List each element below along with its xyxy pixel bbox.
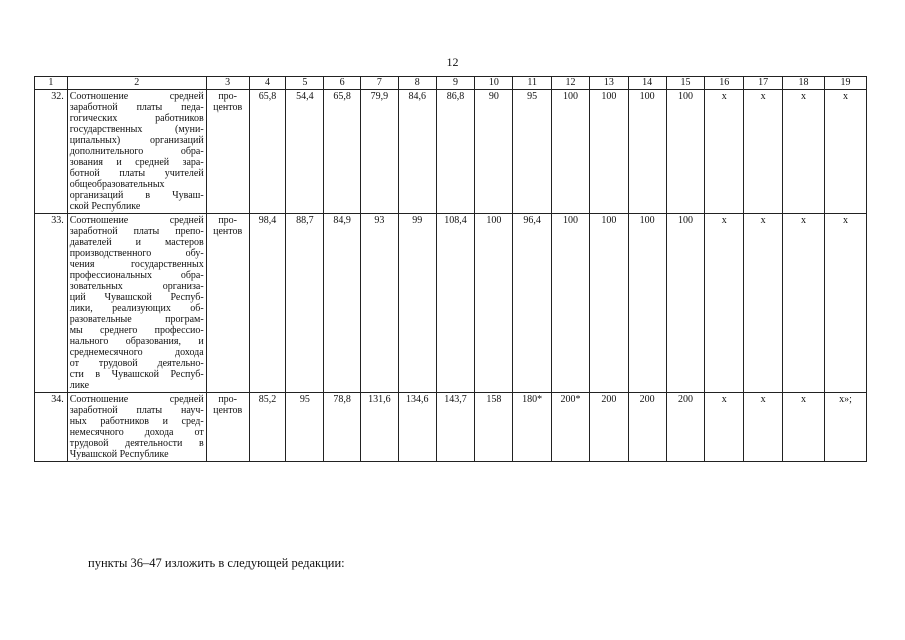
indicator-cell bbox=[67, 393, 206, 462]
value-cell: 200* bbox=[552, 393, 590, 462]
value-cell: 200 bbox=[628, 393, 666, 462]
value-cell: 85,2 bbox=[249, 393, 286, 462]
indicator-line: Соотношение средней bbox=[69, 394, 204, 405]
value-cell: 86,8 bbox=[436, 90, 475, 214]
indicator-line: ций Чувашской Респуб- bbox=[69, 292, 204, 303]
value-cell: 108,4 bbox=[436, 214, 475, 393]
value-cell: 100 bbox=[552, 90, 590, 214]
indicator-line: немесячного дохода от bbox=[69, 427, 204, 438]
value-cell: х bbox=[824, 90, 866, 214]
indicator-line: заработной платы препо- bbox=[69, 226, 204, 237]
column-number-cell: 2 bbox=[67, 77, 206, 90]
indicator-line: ципальных) организаций bbox=[69, 135, 204, 146]
indicator-line: ботной платы учителей bbox=[69, 168, 204, 179]
value-cell: 65,8 bbox=[249, 90, 286, 214]
value-cell: х bbox=[744, 393, 783, 462]
indicator-line: лики, реализующих об- bbox=[69, 303, 204, 314]
value-cell: 98,4 bbox=[249, 214, 286, 393]
row-number-cell: 33. bbox=[35, 214, 68, 393]
indicator-line: государственных (муни- bbox=[69, 124, 204, 135]
indicator-line: общеобразовательных bbox=[69, 179, 165, 190]
column-number-cell: 8 bbox=[398, 77, 436, 90]
indicator-line: профессиональных обра- bbox=[69, 270, 204, 281]
value-cell: 131,6 bbox=[361, 393, 399, 462]
value-cell: 200 bbox=[666, 393, 705, 462]
column-number-cell: 12 bbox=[552, 77, 590, 90]
value-cell: 158 bbox=[475, 393, 513, 462]
value-cell: х bbox=[744, 90, 783, 214]
value-cell: х bbox=[705, 214, 744, 393]
column-number-cell: 4 bbox=[249, 77, 286, 90]
indicator-line: нального образования, и bbox=[69, 336, 204, 347]
indicator-line: производственного обу- bbox=[69, 248, 204, 259]
column-number-cell: 5 bbox=[286, 77, 324, 90]
value-cell: х bbox=[783, 214, 825, 393]
column-number-cell: 1 bbox=[35, 77, 68, 90]
column-number-cell: 7 bbox=[361, 77, 399, 90]
column-number-cell: 3 bbox=[206, 77, 249, 90]
column-number-cell: 14 bbox=[628, 77, 666, 90]
value-cell: 88,7 bbox=[286, 214, 324, 393]
indicator-cell bbox=[67, 214, 206, 393]
indicator-line: Соотношение средней bbox=[69, 91, 204, 102]
indicator-line: зовательных организа- bbox=[69, 281, 204, 292]
row-number-cell: 34. bbox=[35, 393, 68, 462]
indicator-line: среднемесячного дохода bbox=[69, 347, 204, 358]
unit-cell bbox=[206, 214, 249, 393]
value-cell: 143,7 bbox=[436, 393, 475, 462]
unit-line: центов bbox=[213, 405, 243, 416]
page-number: 12 bbox=[446, 55, 459, 69]
column-number-cell: 16 bbox=[705, 77, 744, 90]
value-cell: х bbox=[744, 214, 783, 393]
value-cell: х bbox=[783, 90, 825, 214]
column-number-cell: 15 bbox=[666, 77, 705, 90]
value-cell: 65,8 bbox=[324, 90, 361, 214]
column-number-cell: 6 bbox=[324, 77, 361, 90]
value-cell: 96,4 bbox=[513, 214, 552, 393]
value-cell: 100 bbox=[666, 90, 705, 214]
table-row bbox=[35, 214, 867, 393]
table-row bbox=[35, 90, 867, 214]
amendment-note: пункты 36–47 изложить в следующей редакции: bbox=[88, 556, 345, 570]
value-cell: 200 bbox=[589, 393, 628, 462]
column-number-cell: 10 bbox=[475, 77, 513, 90]
value-cell: 84,9 bbox=[324, 214, 361, 393]
indicator-line: гогических работников bbox=[69, 113, 204, 124]
column-number-cell: 19 bbox=[824, 77, 866, 90]
unit-line: центов bbox=[213, 226, 243, 237]
value-cell: 100 bbox=[589, 90, 628, 214]
indicator-line: от трудовой деятельно- bbox=[69, 358, 204, 369]
column-number-cell: 9 bbox=[436, 77, 475, 90]
value-cell: 99 bbox=[398, 214, 436, 393]
indicator-line: заработной платы науч- bbox=[69, 405, 204, 416]
unit-line: центов bbox=[213, 102, 243, 113]
column-number-cell: 11 bbox=[513, 77, 552, 90]
indicator-line: зования и средней зара- bbox=[69, 157, 204, 168]
indicator-cell bbox=[67, 90, 206, 214]
indicator-line: давателей и мастеров bbox=[69, 237, 204, 248]
column-number-cell: 18 bbox=[783, 77, 825, 90]
value-cell: 78,8 bbox=[324, 393, 361, 462]
column-number-cell: 13 bbox=[589, 77, 628, 90]
indicator-line: Соотношение средней bbox=[69, 215, 204, 226]
value-cell: 95 bbox=[513, 90, 552, 214]
indicator-line: ской Республике bbox=[69, 201, 141, 212]
value-cell: 54,4 bbox=[286, 90, 324, 214]
value-cell: 95 bbox=[286, 393, 324, 462]
indicator-line: сти в Чувашской Респуб- bbox=[69, 369, 204, 380]
indicator-line: дополнительного обра- bbox=[69, 146, 204, 157]
unit-line: про- bbox=[218, 215, 237, 226]
column-number-cell: 17 bbox=[744, 77, 783, 90]
value-cell: 79,9 bbox=[361, 90, 399, 214]
value-cell: 90 bbox=[475, 90, 513, 214]
unit-cell bbox=[206, 90, 249, 214]
value-cell: х bbox=[783, 393, 825, 462]
value-cell: 84,6 bbox=[398, 90, 436, 214]
value-cell: х bbox=[705, 90, 744, 214]
indicator-line: лике bbox=[69, 380, 90, 391]
value-cell: 93 bbox=[361, 214, 399, 393]
table-row bbox=[35, 393, 867, 462]
value-cell: 100 bbox=[552, 214, 590, 393]
unit-line: про- bbox=[218, 91, 237, 102]
row-number-cell: 32. bbox=[35, 90, 68, 214]
unit-line: про- bbox=[218, 394, 237, 405]
indicator-line: ных работников и сред- bbox=[69, 416, 204, 427]
value-cell: 100 bbox=[628, 214, 666, 393]
indicator-line: разовательные програм- bbox=[69, 314, 204, 325]
value-cell: х bbox=[705, 393, 744, 462]
indicator-line: организаций в Чуваш- bbox=[69, 190, 204, 201]
unit-cell bbox=[206, 393, 249, 462]
value-cell: х»; bbox=[824, 393, 866, 462]
value-cell: 100 bbox=[589, 214, 628, 393]
data-table bbox=[34, 76, 867, 462]
indicator-line: заработной платы педа- bbox=[69, 102, 204, 113]
value-cell: 100 bbox=[666, 214, 705, 393]
value-cell: 180* bbox=[513, 393, 552, 462]
value-cell: 100 bbox=[475, 214, 513, 393]
indicator-line: Чувашской Республике bbox=[69, 449, 169, 460]
value-cell: 134,6 bbox=[398, 393, 436, 462]
indicator-line: трудовой деятельности в bbox=[69, 438, 204, 449]
indicator-line: мы среднего профессио- bbox=[69, 325, 204, 336]
value-cell: х bbox=[824, 214, 866, 393]
indicator-line: чения государственных bbox=[69, 259, 204, 270]
value-cell: 100 bbox=[628, 90, 666, 214]
column-number-row bbox=[35, 77, 867, 90]
